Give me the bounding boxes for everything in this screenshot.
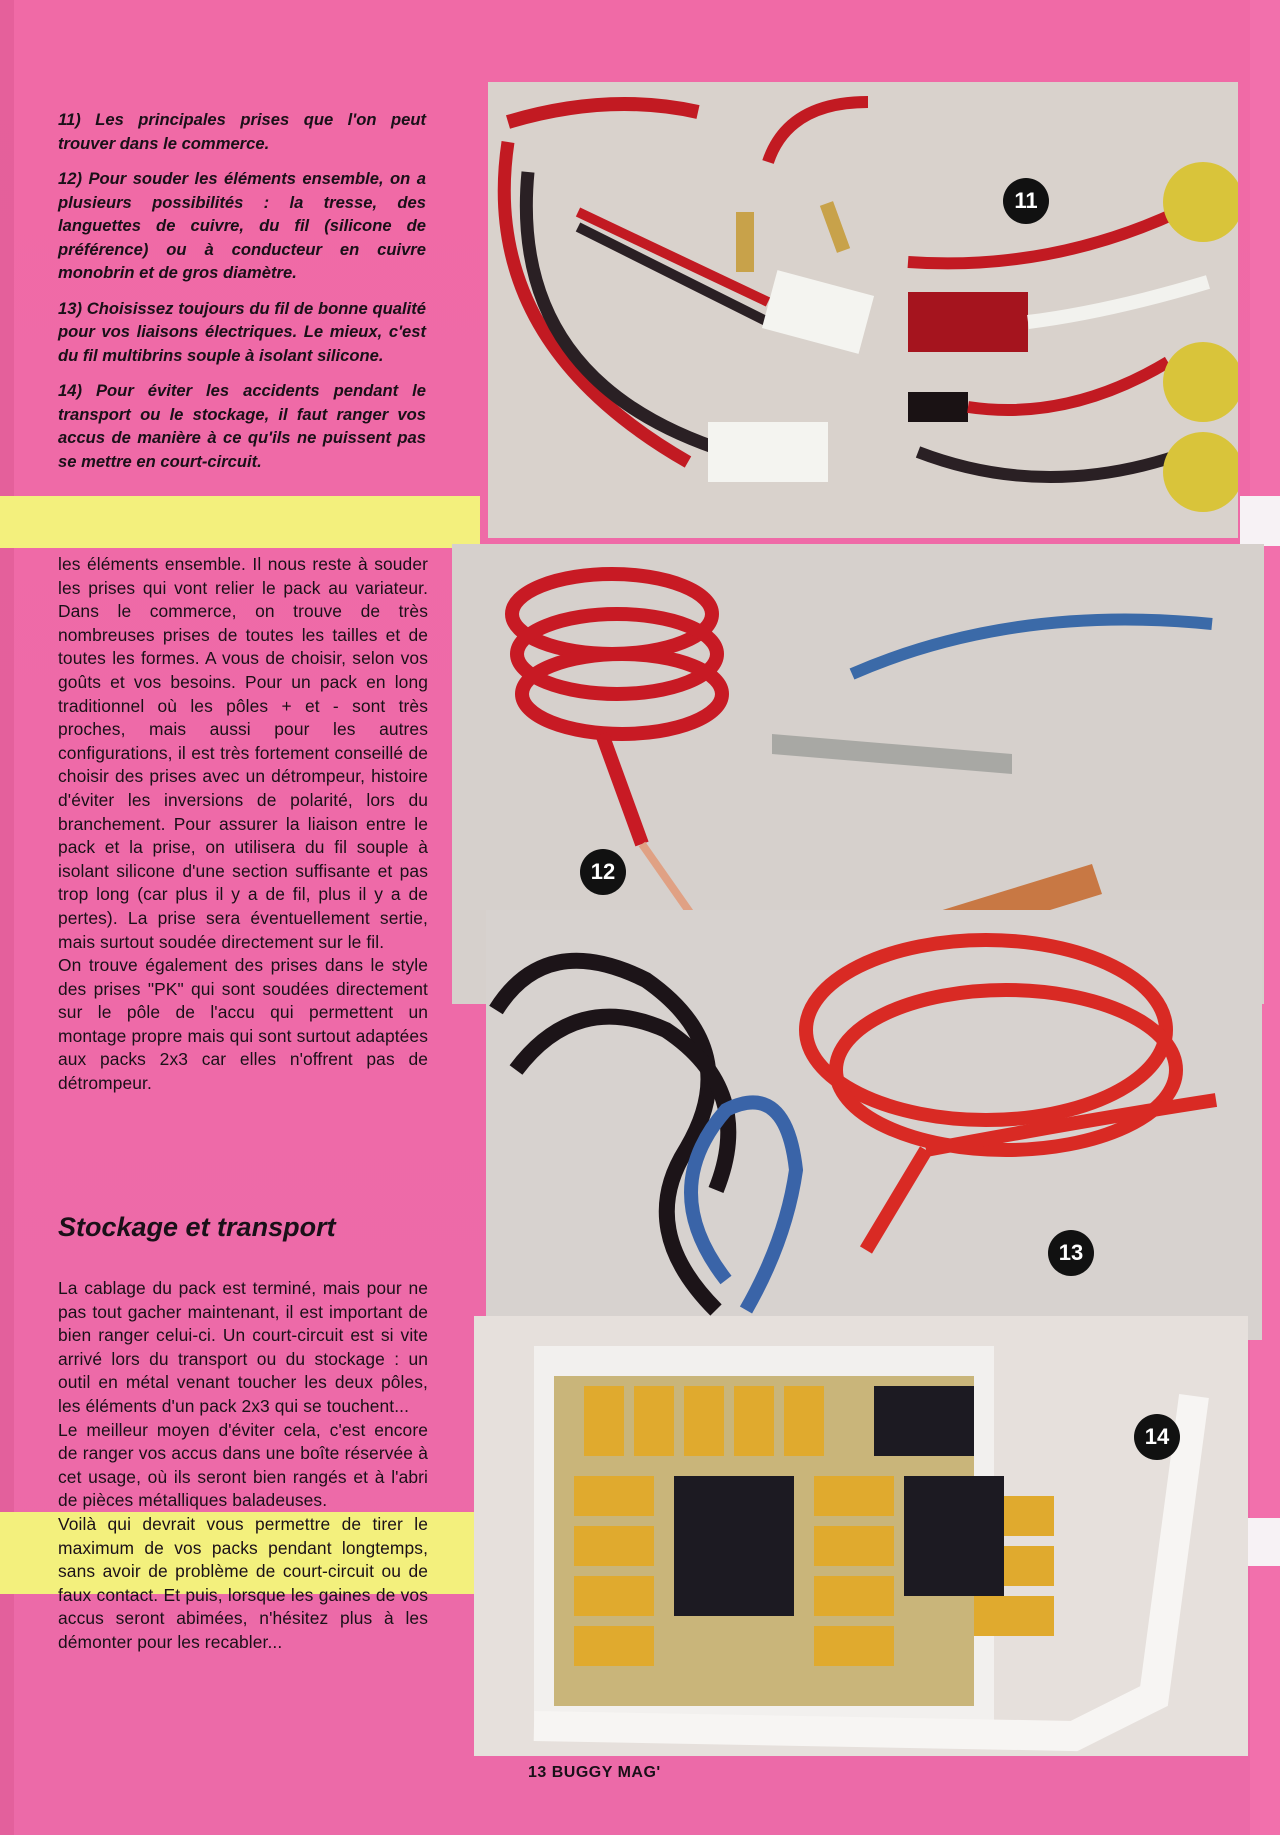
photo-connectors: [488, 82, 1238, 538]
photo-number-badge: 14: [1134, 1414, 1180, 1460]
article-body: [58, 553, 428, 1096]
photo-battery-box: [474, 1316, 1248, 1756]
photo-number-badge: 13: [1048, 1230, 1094, 1276]
caption-13: 13) Choisissez toujours du fil de bonne qualité pour vos liaisons électriques. Le mieux, c'est du fil multibrins souple à isolant silicone.: [58, 298, 426, 365]
body-paragraph-1: les éléments ensemble. Il nous reste à souder les prises qui vont relier le pack au variateur. Dans le commerce, on trouve de très nombreuses prises de toutes les tailles et de toutes les formes. A vous de choisir, selon vos goûts et vos besoins. Pour un pack en long traditionnel où les pôles + et - sont très proches, mais aussi pour les autres configurations, il est très fortement conseillé de choisir des prises avec un détrompeur, histoire d'éviter les inversions de polarité, lors du branchement. Pour assurer la liaison entre le pack et la prise, on utilisera du fil souple à isolant silicone d'une section suffisante et pas trop long (car plus il y a de fil, plus il y a de pertes). La prise sera éventuellement sertie, mais surtout soudée directement sur le fil.: [58, 554, 428, 952]
photo-captions: [58, 108, 426, 485]
caption-14: 14) Pour éviter les accidents pendant le transport ou le stockage, il faut ranger vos accus de manière à ce qu'ils ne puissent pas se mettre en court-circuit.: [58, 381, 426, 471]
highlight-stripe-top: [0, 496, 480, 548]
section-paragraph-3: Voilà qui devrait vous permettre de tirer le maximum de vos packs pendant longtemps, sans avoir de problème de court-circuit ou de faux contact. Et puis, lorsque les gaines de vos accus seront abimées, n'hésitez plus à les démonter pour les recabler...: [58, 1513, 428, 1652]
caption-12: 12) Pour souder les éléments ensemble, on a plusieurs possibilités : la tresse, des languettes de cuivre, du fil (silicone de préférence) ou à conducteur en cuivre monobrin et de gros diamètre.: [58, 169, 426, 282]
caption-11: 11) Les principales prises que l'on peut trouver dans le commerce.: [58, 110, 426, 153]
photo-silicone-wires: [486, 910, 1262, 1340]
section-body: [58, 1277, 428, 1655]
section-paragraph-2: Le meilleur moyen d'éviter cela, c'est encore de ranger vos accus dans une boîte réservée à cet usage, où ils seront bien rangés et à l'abri de pièces métalliques baladeuses.: [58, 1419, 428, 1511]
photo-number-badge: 11: [1003, 178, 1049, 224]
section-paragraph-1: La cablage du pack est terminé, mais pour ne pas tout gacher maintenant, il est important de bien ranger celui-ci. Un court-circuit est si vite arrivé lors du transport ou du stockage : un outil en métal venant toucher les deux pôles, les éléments d'un pack 2x3 qui se touchent...: [58, 1278, 428, 1416]
section-title: Stockage et transport: [58, 1212, 336, 1242]
photo-number-badge: 12: [580, 849, 626, 895]
body-paragraph-2: On trouve également des prises dans le style des prises "PK" qui sont soudées directement sur le pôle de l'accu qui permettent un montage propre mais qui sont surtout adaptées aux packs 2x3 car elles n'offrent pas de détrompeur.: [58, 955, 428, 1094]
white-stripe-right-top: [1240, 496, 1280, 546]
page-footer: 13 BUGGY MAG': [528, 1764, 661, 1781]
